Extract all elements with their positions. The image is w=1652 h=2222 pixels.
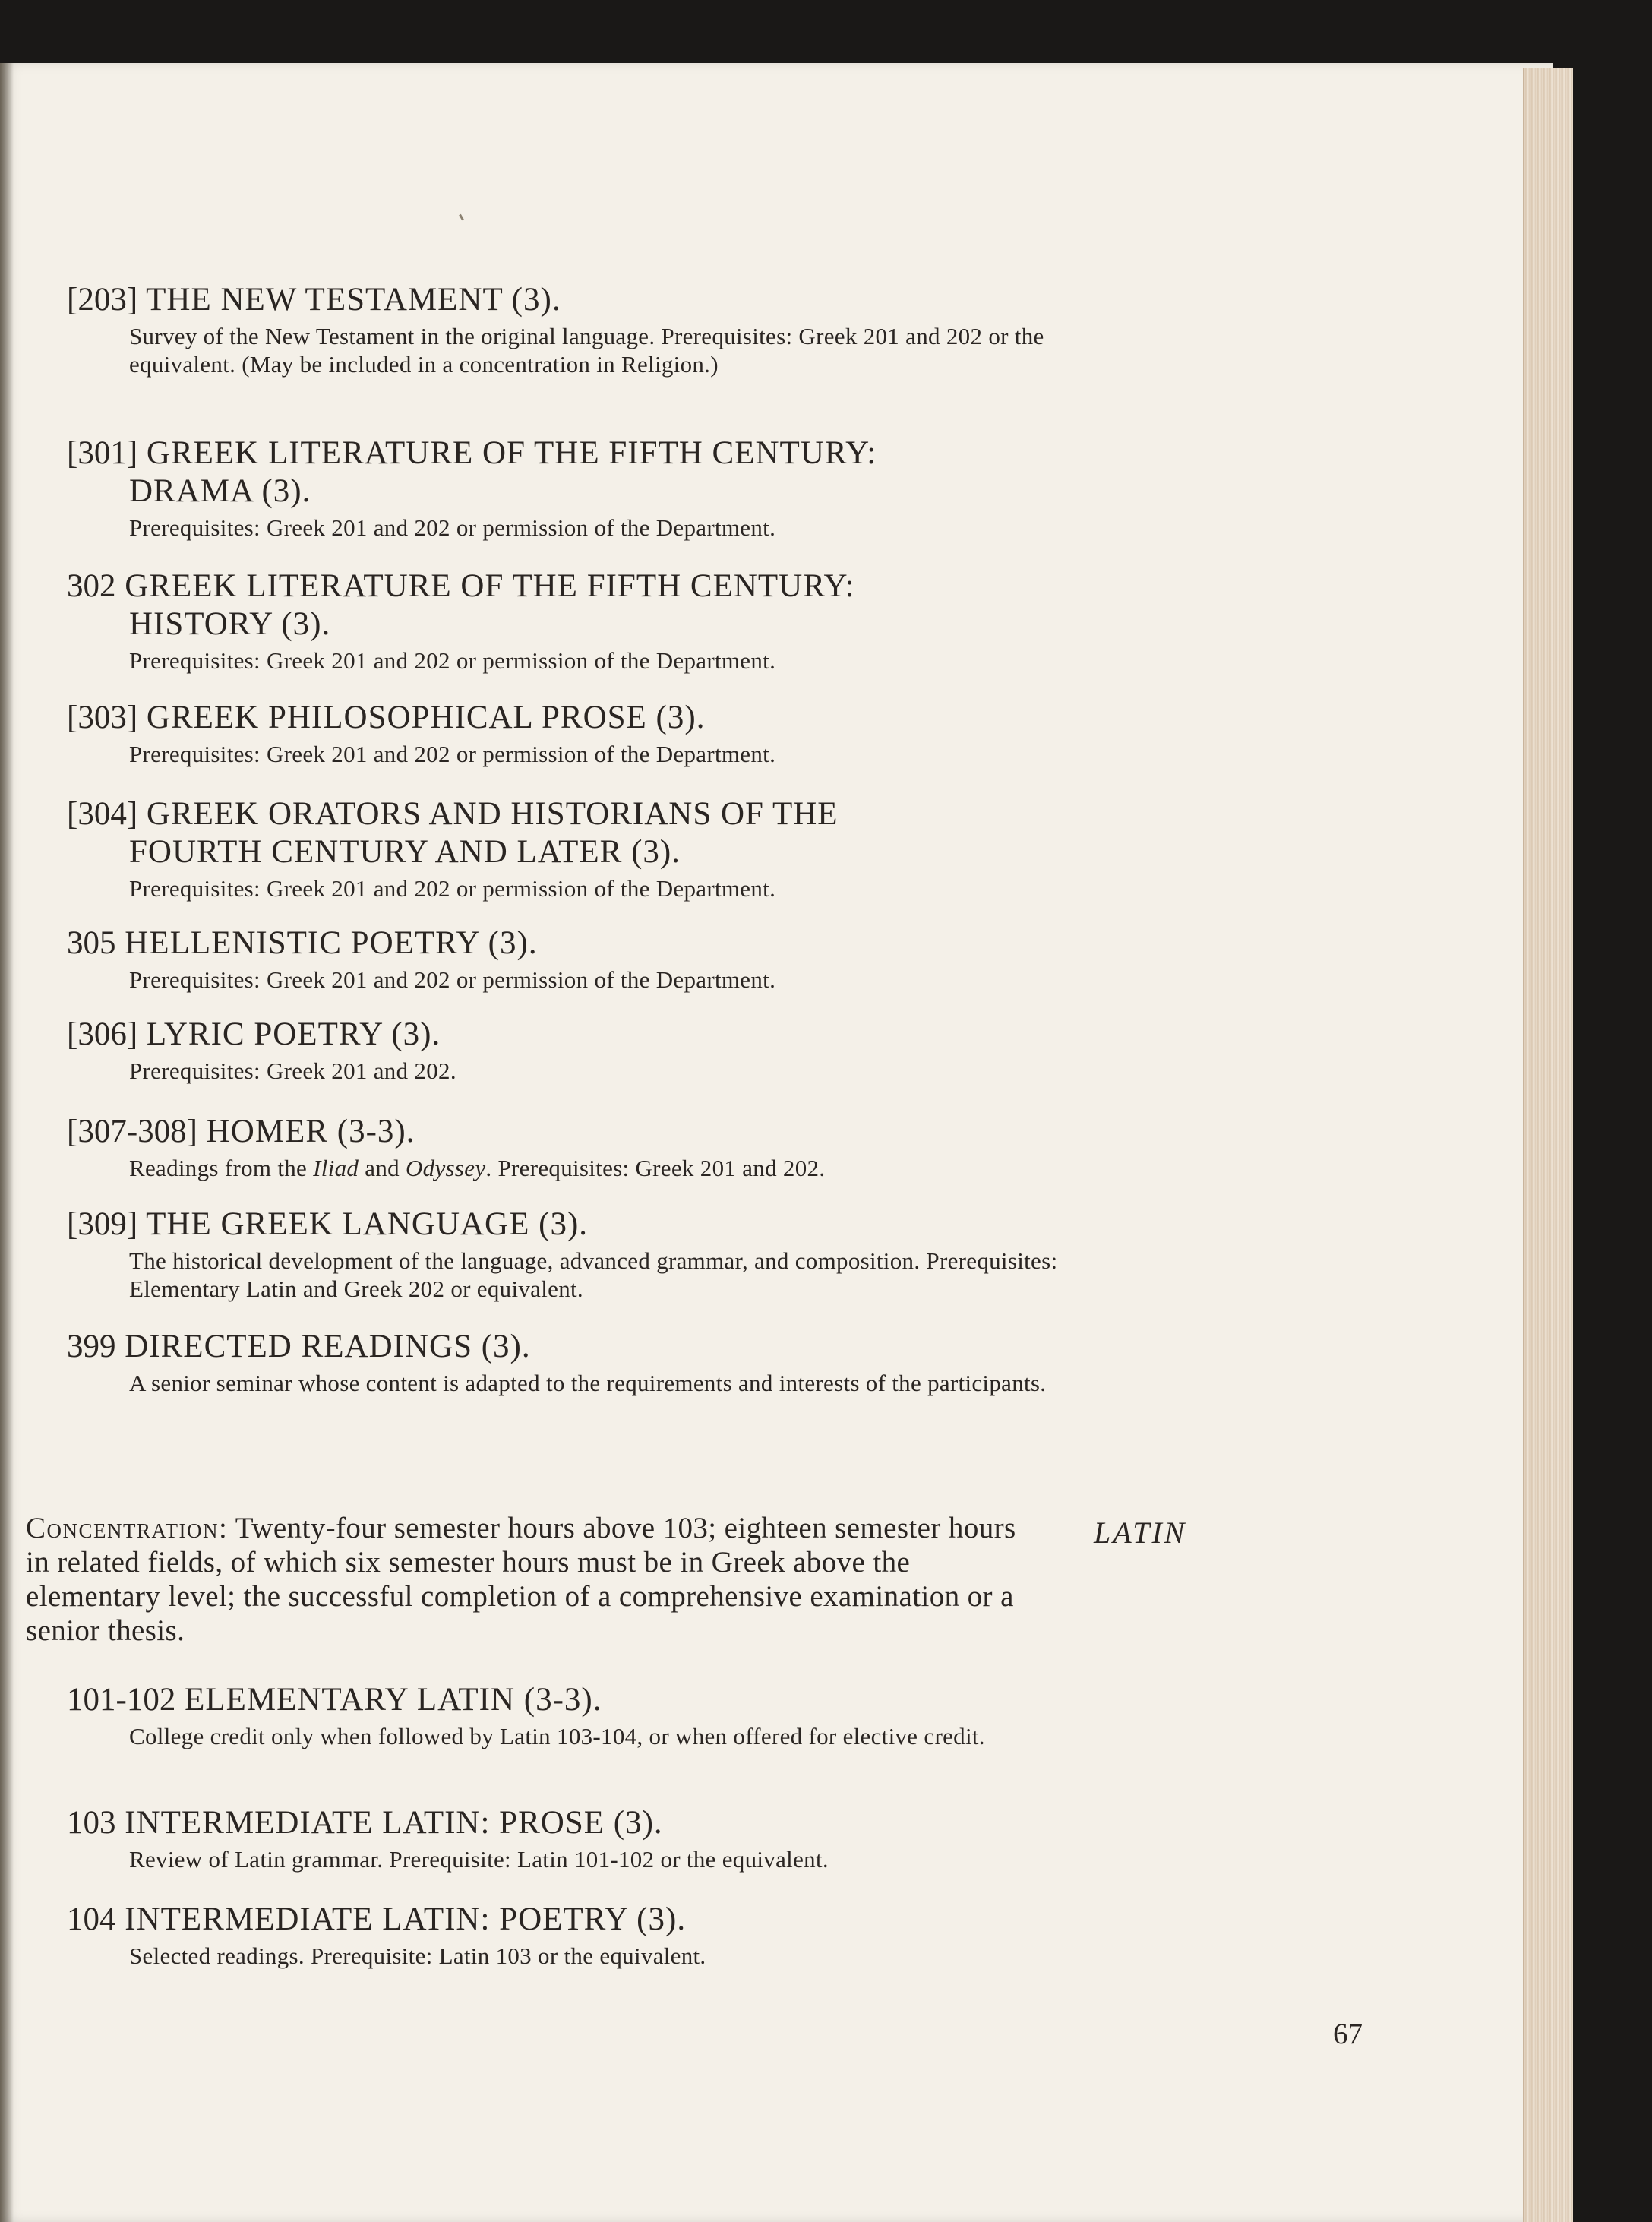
course-heading-continued: FOURTH CENTURY AND LATER (3). — [129, 834, 681, 870]
course-heading: [303] GREEK PHILOSOPHICAL PROSE (3). — [67, 700, 706, 735]
course-description: Prerequisites: Greek 201 and 202 or permission of the Department. — [129, 966, 776, 993]
course-description: Selected readings. Prerequisite: Latin 103 or the equivalent. — [129, 1942, 706, 1969]
course-entry — [67, 1681, 1054, 1750]
course-description: Prerequisites: Greek 201 and 202. — [129, 1057, 456, 1084]
concentration-text: Twenty-four semester hours above 103; eighteen semester hours in related fields, of which six semester hours must be in Greek above the elementary level; the successful completion of a comprehensive examination or a senior thesis. — [26, 1512, 1016, 1647]
concentration-paragraph — [26, 1511, 1036, 1648]
course-entry — [67, 1206, 1058, 1303]
course-heading: 101-102 ELEMENTARY LATIN (3-3). — [67, 1682, 602, 1718]
course-description: Prerequisites: Greek 201 and 202 or permission of the Department. — [129, 647, 776, 674]
course-description: Prerequisites: Greek 201 and 202 or permission of the Department. — [129, 875, 776, 902]
course-heading: [301] GREEK LITERATURE OF THE FIFTH CENTURY: — [67, 435, 877, 471]
course-entry — [67, 795, 1054, 902]
course-entry — [67, 925, 1054, 994]
page-edges — [1523, 68, 1573, 2222]
concentration-label: Concentration: — [26, 1512, 229, 1544]
course-description: Prerequisites: Greek 201 and 202 or permission of the Department. — [129, 514, 776, 541]
course-description: Prerequisites: Greek 201 and 202 or permission of the Department. — [129, 741, 776, 767]
course-description: The historical development of the language, advanced grammar, and composition. Prerequisites: Elementary Latin and Greek 202 or equivalent. — [129, 1247, 1058, 1302]
course-heading: 104 INTERMEDIATE LATIN: POETRY (3). — [67, 1901, 687, 1937]
page-number: 67 — [1333, 2018, 1363, 2050]
course-heading: 302 GREEK LITERATURE OF THE FIFTH CENTURY: — [67, 568, 855, 604]
course-entry — [67, 1901, 1054, 1970]
course-heading-continued: HISTORY (3). — [129, 606, 331, 642]
course-entry — [67, 699, 1054, 768]
course-heading: [307-308] HOMER (3-3). — [67, 1114, 415, 1149]
course-entry — [67, 1016, 1054, 1085]
course-heading: 399 DIRECTED READINGS (3). — [67, 1329, 531, 1364]
course-heading: [309] THE GREEK LANGUAGE (3). — [67, 1206, 589, 1242]
course-heading: [306] LYRIC POETRY (3). — [67, 1016, 441, 1052]
course-entry — [67, 1804, 1054, 1873]
course-heading: 305 HELLENISTIC POETRY (3). — [67, 925, 538, 961]
course-entry — [67, 1328, 1054, 1397]
course-heading: [304] GREEK ORATORS AND HISTORIANS OF THE — [67, 796, 839, 832]
course-description: Readings from the Iliad and Odyssey. Prerequisites: Greek 201 and 202. — [129, 1155, 826, 1181]
course-heading: 103 INTERMEDIATE LATIN: PROSE (3). — [67, 1805, 663, 1841]
course-entry — [67, 281, 1054, 378]
course-heading: [203] THE NEW TESTAMENT (3). — [67, 282, 561, 318]
course-description: A senior seminar whose content is adapted to the requirements and interests of the participants. — [129, 1370, 1047, 1396]
course-entry — [67, 1113, 1054, 1182]
course-description: Survey of the New Testament in the original language. Prerequisites: Greek 201 and 202 or the equivalent. (May be included in a concentration in Religion.) — [129, 323, 1044, 378]
section-label-latin: LATIN — [1094, 1516, 1187, 1550]
binding-shadow — [0, 63, 14, 2222]
course-description: Review of Latin grammar. Prerequisite: Latin 101-102 or the equivalent. — [129, 1846, 829, 1873]
course-description: College credit only when followed by Latin 103-104, or when offered for elective credit. — [129, 1723, 985, 1749]
course-heading-continued: DRAMA (3). — [129, 473, 311, 509]
course-entry — [67, 567, 1054, 675]
course-entry — [67, 435, 1054, 542]
